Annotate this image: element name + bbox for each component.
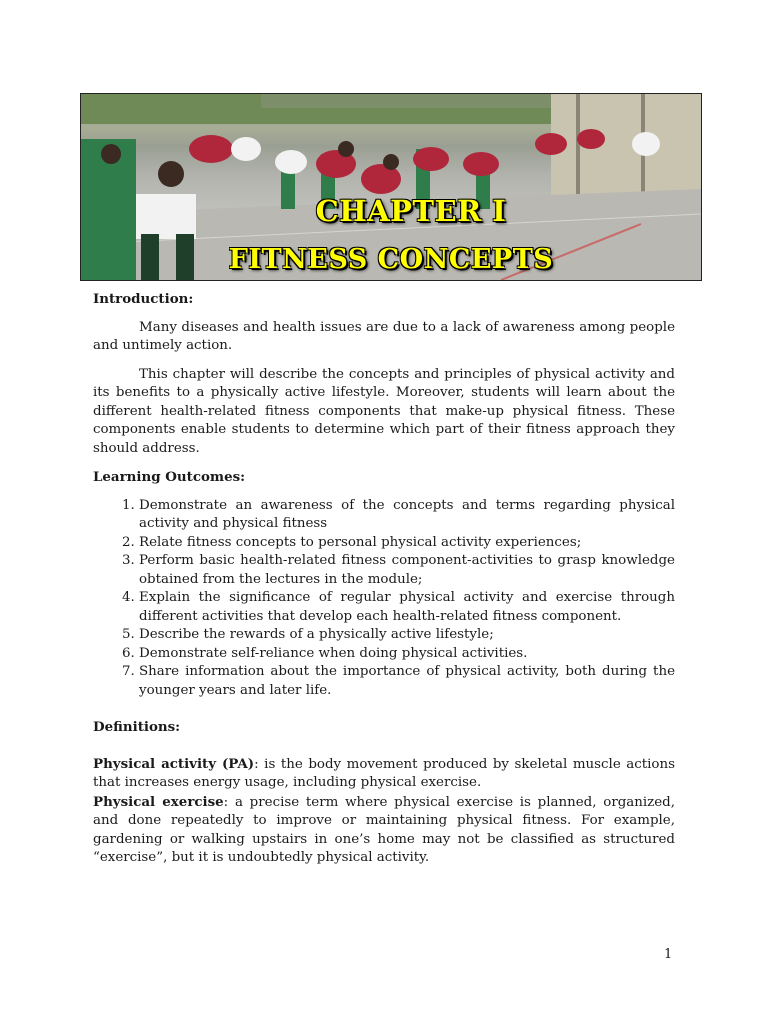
page-number: 1 bbox=[664, 947, 673, 962]
definition-text: : a precise term where physical exercise is planned, organized, and done repeatedly to improve or maintaining physical fitness. For example, gardening or walking upstairs in one’s home may not be classified as structured “exercise”, but it is undoubtedly physical activity. bbox=[93, 794, 675, 865]
list-item: 6. Demonstrate self-reliance when doing physical activities. bbox=[139, 645, 675, 664]
list-item: 4. Explain the significance of regular physical activity and exercise through different activities that develop each health-related fitness component. bbox=[139, 589, 675, 626]
definition-text: : is the body movement produced by skeletal muscle actions that increases energy usage, including physical exercise. bbox=[93, 756, 675, 790]
chapter-number-title: CHAPTER I bbox=[315, 194, 507, 228]
list-item: 7. Share information about the importance of physical activity, both during the younger years and later life. bbox=[139, 663, 675, 700]
definition-physical-activity bbox=[93, 755, 675, 793]
introduction-paragraph-2: This chapter will describe the concepts and principles of physical activity and its benefits to a physically active lifestyle. Moreover, students will learn about the different health-related fitness components that make-up physical fitness. These components enable students to determine which part of their fitness approach they should address. bbox=[93, 366, 675, 456]
definition-term: Physical activity (PA) bbox=[93, 755, 255, 772]
learning-outcomes-list bbox=[93, 497, 675, 701]
definition-term: Physical exercise bbox=[93, 793, 224, 810]
chapter-title: FITNESS CONCEPTS bbox=[228, 244, 554, 275]
learning-outcomes-heading: Learning Outcomes: bbox=[93, 469, 246, 485]
definitions-heading: Definitions: bbox=[93, 719, 181, 735]
list-item: 1. Demonstrate an awareness of the concepts and terms regarding physical activity and physical fitness bbox=[139, 497, 675, 534]
list-item: 5. Describe the rewards of a physically active lifestyle; bbox=[139, 626, 675, 645]
introduction-paragraph-1: Many diseases and health issues are due to a lack of awareness among people and untimely action. bbox=[93, 319, 675, 353]
introduction-heading: Introduction: bbox=[93, 291, 194, 307]
list-item: 2. Relate fitness concepts to personal physical activity experiences; bbox=[139, 534, 675, 553]
list-item: 3. Perform basic health-related fitness component-activities to grasp knowledge obtained from the lectures in the module; bbox=[139, 552, 675, 589]
definition-physical-exercise bbox=[93, 793, 675, 868]
chapter-banner bbox=[80, 93, 702, 281]
document-body bbox=[93, 290, 675, 868]
